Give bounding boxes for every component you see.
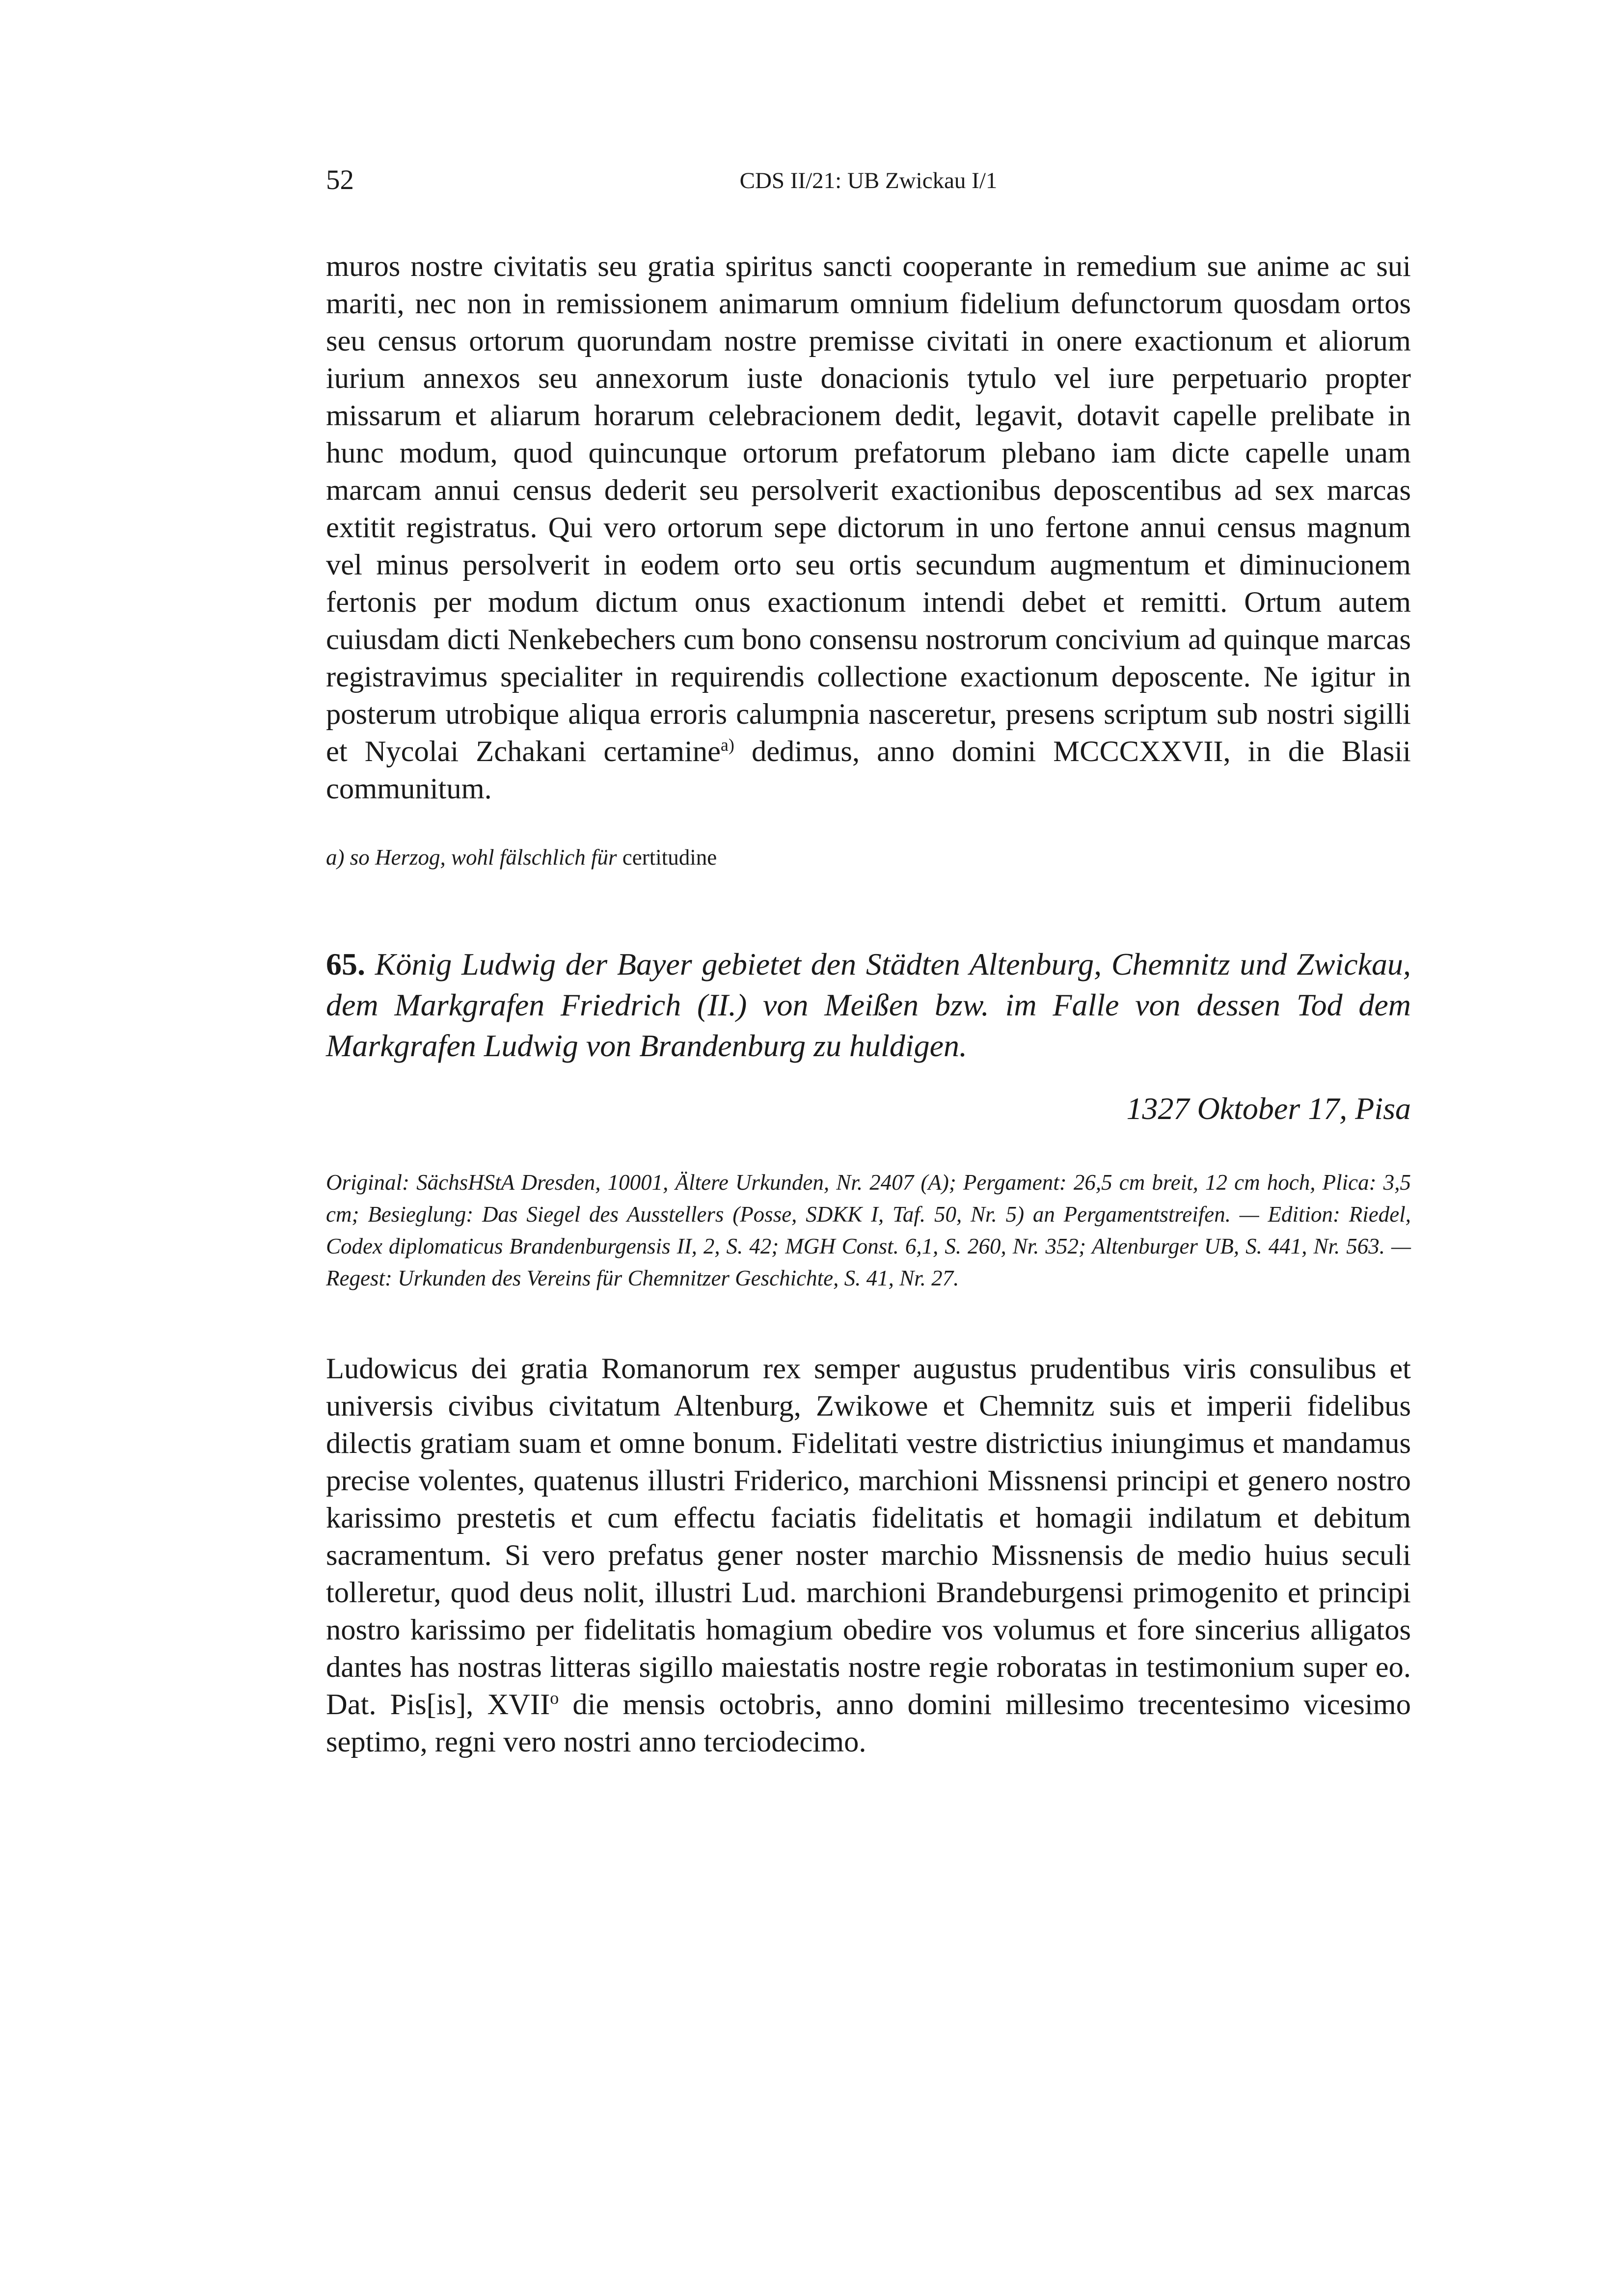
document-text-end: die mensis octobris, anno domini millesimo trecentesimo vicesimo septimo, regni vero nostri anno terciodecimo. — [326, 1688, 1411, 1758]
note-reference-a: a) — [720, 735, 734, 755]
continuation-text-end: dedimus, anno domini MCCCXXVII, in die Blasii communitum. — [326, 735, 1411, 805]
ordinal-superscript: o — [550, 1688, 559, 1708]
document-sources: Original: SächsHStA Dresden, 10001, Ältere Urkunden, Nr. 2407 (A); Pergament: 26,5 cm breit, 12 cm hoch, Plica: 3,5 cm; Besieglung: Das Siegel des Ausstellers (Posse, SDKK I, Taf. 50, Nr. 5) an Pergamentstreifen. — Edition: Riedel, Codex diplomaticus Brandenburgensis II, 2, S. 42; MGH Const. 6,1, S. 260, Nr. 352; Altenburger UB, S. 441, Nr. 563. — Regest: Urkunden des Vereins für Chemnitzer Geschichte, S. 41, Nr. 27. — [326, 1170, 1411, 1290]
continuation-text-main: muros nostre civitatis seu gratia spiritus sancti cooperante in remedium sue anime ac sui mariti, nec non in remissionem animarum omnium fidelium defunctorum quosdam ortos seu census ortorum quorundam nostre premisse civitati in onere exactionum et aliorum iurium annexos seu annexorum iuste donacionis tytulo vel iure perpetuario propter missarum et aliarum horarum celebracionem dedit, legavit, dotavit capelle prelibate in hunc modum, quod quincunque ortorum prefatorum plebano iam dicte capelle unam marcam annui census dederit seu persolverit exactionibus deposcentibus ad sex marcas extitit registratus. Qui vero ortorum sepe dictorum in uno fertone annui census magnum vel minus persolverit in eodem orto seu ortis secundum augmentum et diminucionem fertonis per modum dictum onus exactionum intendi debet et remitti. Ortum autem cuiusdam dicti Nenkebechers cum bono consensu nostrorum concivium ad quinque marcas registravimus specialiter in requirendis collectione exactionum deposcente. Ne igitur in posterum utrobique aliqua erroris calumpnia nasceretur, presens scriptum sub nostri sigilli et Nycolai Zchakani certamine — [326, 250, 1411, 768]
footnote-italic-text: so Herzog, wohl fälschlich für — [344, 845, 617, 870]
document-text — [326, 1350, 1411, 1761]
document-date-place: 1327 Oktober 17, Pisa — [1126, 1091, 1411, 1126]
document-text-main: Ludowicus dei gratia Romanorum rex semper augustus prudentibus viris consulibus et universis civibus civitatum Altenburg, Zwikowe et Chemnitz suis et imperii fidelibus dilectis gratiam suam et omne bonum. Fidelitati vestre districtius iniungimus et mandamus precise volentes, quatenus illustri Friderico, marchioni Missnensi principi et genero nostro karissimo prestetis et cum effectu faciatis fidelitatis et homagii indilatum et debitum sacramentum. Si vero prefatus gener noster marchio Missnensis de medio huius seculi tolleretur, quod deus nolit, illustri Lud. marchioni Brandeburgensi primogenito et principi nostro karissimo per fidelitatis homagium obedire vos volumus et fore sincerius alligatos dantes has nostras litteras sigillo maiestatis nostre regie roboratas in testimonium super eo. Dat. Pis[is], XVII — [326, 1352, 1411, 1721]
document-title: König Ludwig der Bayer gebietet den Städten Altenburg, Chemnitz und Zwickau, dem Markgrafen Friedrich (II.) von Meißen bzw. im Falle von dessen Tod dem Markgrafen Ludwig von Brandenburg zu huldigen. — [326, 947, 1411, 1063]
page-number: 52 — [326, 164, 354, 195]
footnote-plain-text: certitudine — [617, 845, 717, 870]
document-number: 65. — [326, 947, 365, 982]
continuation-text — [326, 248, 1411, 808]
footnote-a — [326, 844, 1411, 871]
document-heading — [326, 944, 1411, 1066]
footnote-marker: a) — [326, 845, 345, 870]
running-head: CDS II/21: UB Zwickau I/1 — [739, 168, 998, 193]
